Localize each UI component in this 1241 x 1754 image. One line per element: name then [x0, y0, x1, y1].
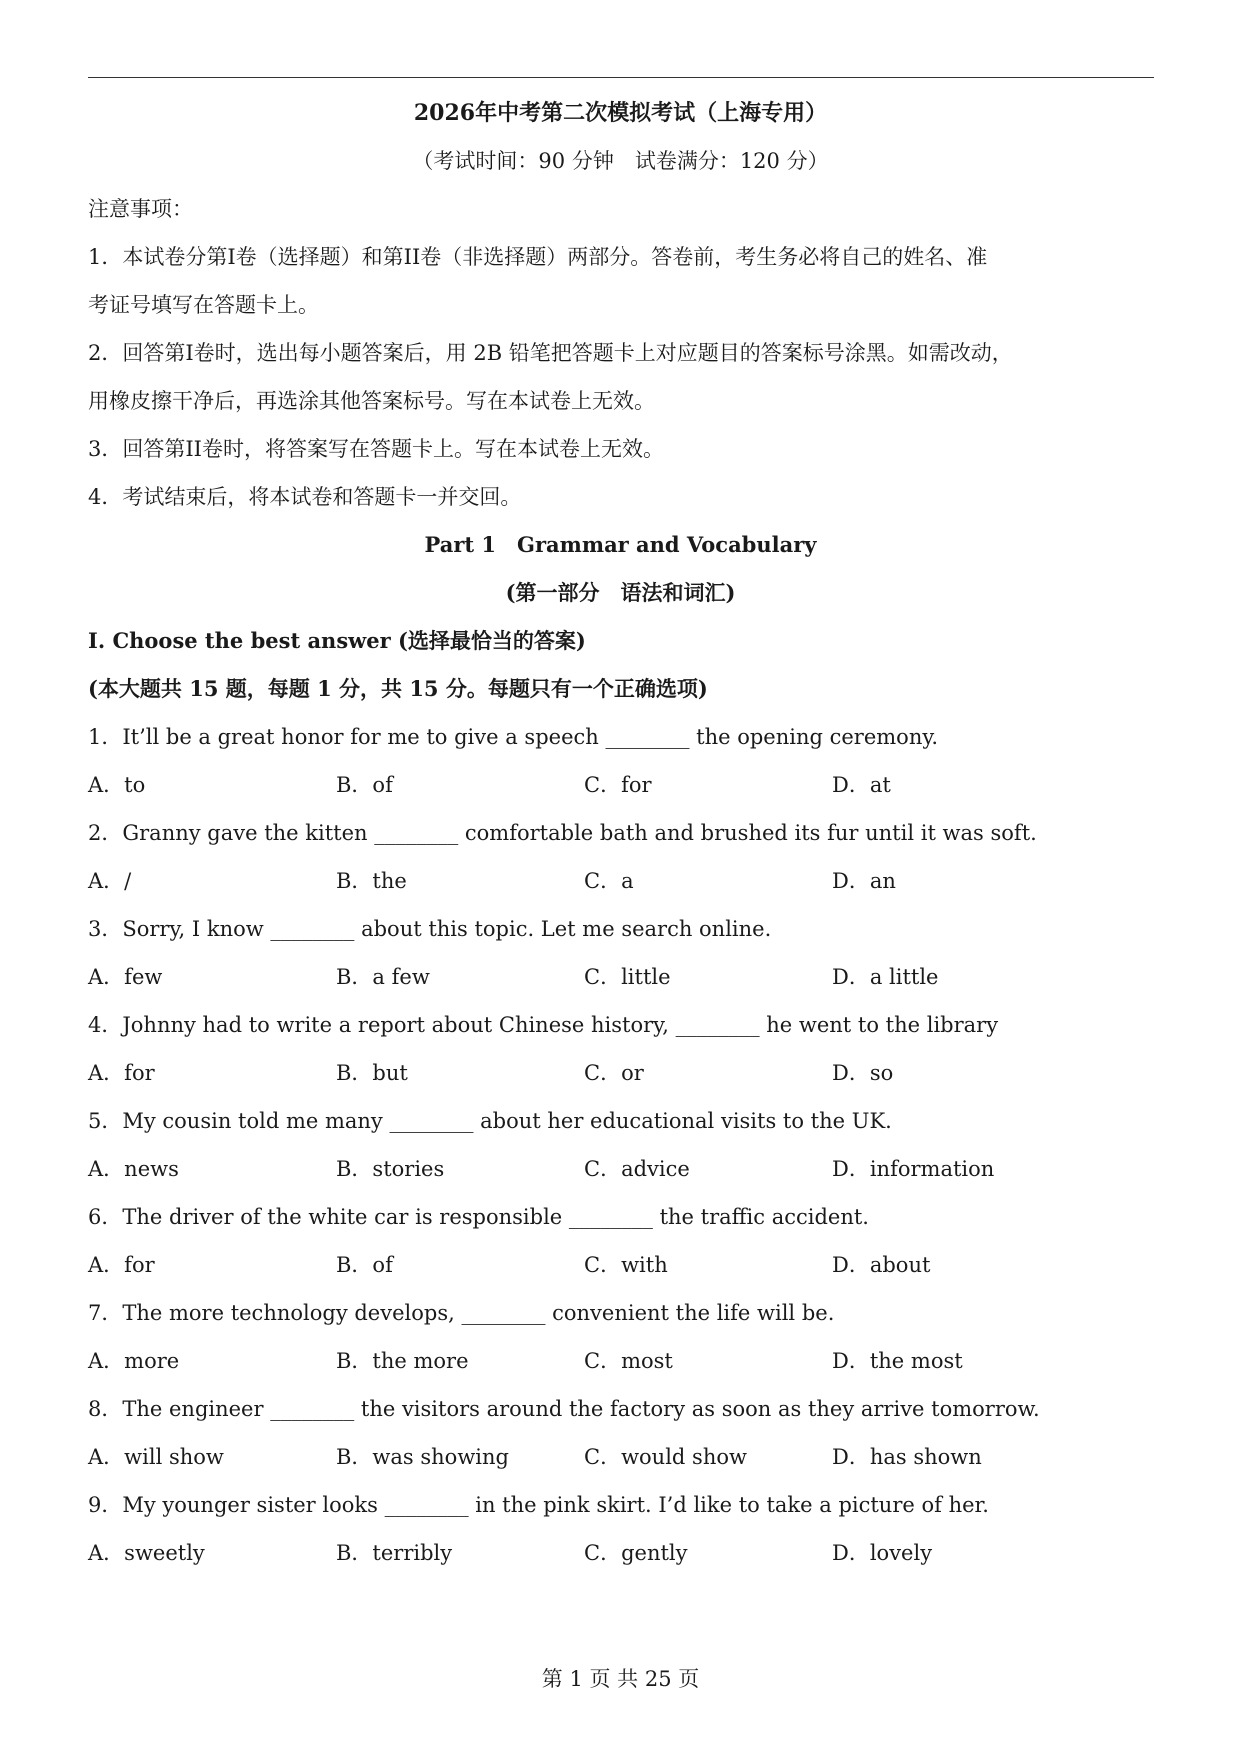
option-c: C．gently — [584, 1541, 688, 1565]
note-line: 2．回答第I卷时，选出每小题答案后，用 2B 铅笔把答题卡上对应题目的答案标号涂黑。如需改动， — [88, 341, 1013, 365]
option-c: C．or — [584, 1061, 644, 1085]
option-b: B．but — [336, 1061, 408, 1085]
question-options — [88, 1346, 1088, 1376]
option-d: D．a little — [832, 965, 939, 989]
option-a: A．for — [88, 1061, 155, 1085]
option-d: D．lovely — [832, 1541, 933, 1565]
question-stem: 8．The engineer ________ the visitors around the factory as soon as they arrive tomorrow. — [88, 1397, 1040, 1421]
note-line: 4．考试结束后，将本试卷和答题卡一并交回。 — [88, 485, 522, 509]
part-title-en: Part 1 Grammar and Vocabulary — [424, 532, 817, 557]
note-line: 3．回答第II卷时，将答案写在答题卡上。写在本试卷上无效。 — [88, 437, 664, 461]
question-options — [88, 866, 1088, 896]
option-b: B．a few — [336, 965, 430, 989]
exam-subtitle: （考试时间：90 分钟 试卷满分：120 分） — [412, 149, 829, 173]
option-c: C．for — [584, 773, 652, 797]
question-options — [88, 962, 1088, 992]
option-b: B．of — [336, 1253, 393, 1277]
option-c: C．most — [584, 1349, 673, 1373]
header-rule — [88, 77, 1154, 78]
question-stem: 3．Sorry, I know ________ about this topic. Let me search online. — [88, 917, 772, 941]
option-a: A．/ — [88, 869, 132, 893]
section-heading: I. Choose the best answer (选择最恰当的答案) — [88, 628, 586, 653]
option-a: A．few — [88, 965, 163, 989]
option-d: D．about — [832, 1253, 931, 1277]
option-b: B．was showing — [336, 1445, 509, 1469]
question-options — [88, 770, 1088, 800]
option-d: D．an — [832, 869, 896, 893]
question-options — [88, 1442, 1088, 1472]
part-title-cn: (第一部分 语法和词汇) — [505, 580, 736, 605]
option-c: C．with — [584, 1253, 668, 1277]
section-instructions: (本大题共 15 题，每题 1 分，共 15 分。每题只有一个正确选项) — [88, 676, 708, 701]
notes-heading: 注意事项： — [88, 197, 193, 221]
question-options — [88, 1538, 1088, 1568]
option-a: A．for — [88, 1253, 155, 1277]
option-b: B．the — [336, 869, 407, 893]
question-options — [88, 1058, 1088, 1088]
option-c: C．advice — [584, 1157, 690, 1181]
option-b: B．the more — [336, 1349, 469, 1373]
exam-title: 2026年中考第二次模拟考试（上海专用） — [413, 100, 828, 126]
option-d: D．at — [832, 773, 891, 797]
option-c: C．little — [584, 965, 671, 989]
note-line: 考证号填写在答题卡上。 — [88, 293, 319, 317]
question-stem: 5．My cousin told me many ________ about her educational visits to the UK. — [88, 1109, 892, 1133]
question-options — [88, 1154, 1088, 1184]
question-stem: 4．Johnny had to write a report about Chinese history, ________ he went to the library — [88, 1013, 999, 1037]
option-c: C．would show — [584, 1445, 747, 1469]
question-stem: 2．Granny gave the kitten ________ comfortable bath and brushed its fur until it was soft. — [88, 821, 1037, 845]
note-line: 用橡皮擦干净后，再选涂其他答案标号。写在本试卷上无效。 — [88, 389, 655, 413]
option-c: C．a — [584, 869, 634, 893]
question-options — [88, 1250, 1088, 1280]
question-stem: 1．It’ll be a great honor for me to give a speech ________ the opening ceremony. — [88, 725, 939, 749]
option-d: D．information — [832, 1157, 995, 1181]
option-d: D．so — [832, 1061, 894, 1085]
option-d: D．has shown — [832, 1445, 982, 1469]
question-stem: 6．The driver of the white car is responsible ________ the traffic accident. — [88, 1205, 869, 1229]
option-a: A．sweetly — [88, 1541, 205, 1565]
option-b: B．of — [336, 773, 393, 797]
option-b: B．stories — [336, 1157, 445, 1181]
question-stem: 7．The more technology develops, ________ convenient the life will be. — [88, 1301, 835, 1325]
option-a: A．will show — [88, 1445, 224, 1469]
option-a: A．to — [88, 773, 146, 797]
option-d: D．the most — [832, 1349, 963, 1373]
note-line: 1．本试卷分第I卷（选择题）和第II卷（非选择题）两部分。答卷前，考生务必将自己的姓名、准 — [88, 245, 988, 269]
option-a: A．more — [88, 1349, 180, 1373]
page-number: 第 1 页 共 25 页 — [541, 1667, 700, 1691]
question-stem: 9．My younger sister looks ________ in the pink skirt. I’d like to take a picture of her. — [88, 1493, 989, 1517]
option-a: A．news — [88, 1157, 179, 1181]
option-b: B．terribly — [336, 1541, 453, 1565]
